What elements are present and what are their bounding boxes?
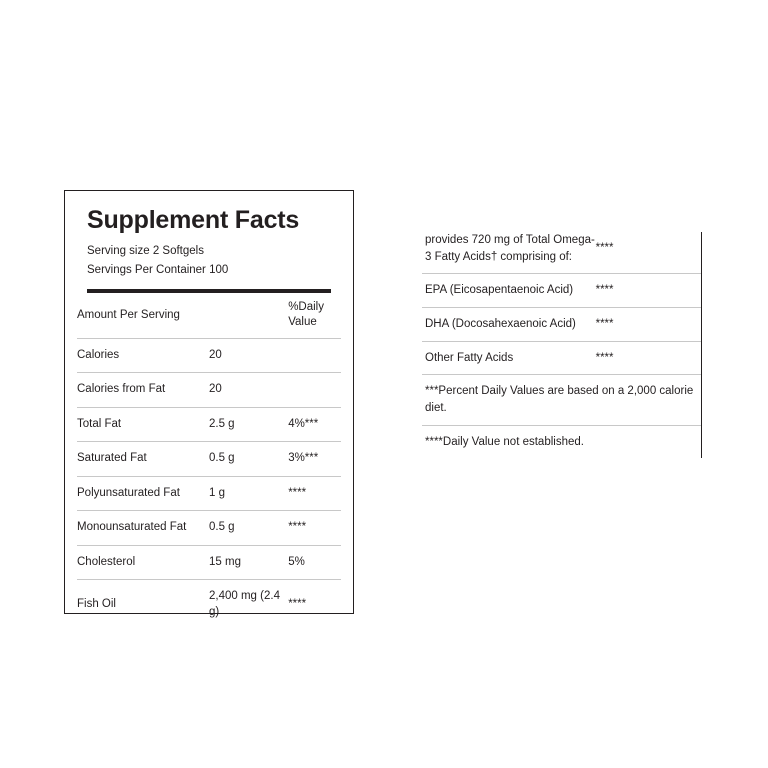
nutrient-amount: 2.5 g [209, 407, 288, 442]
nutrient-name: Cholesterol [77, 545, 209, 580]
nutrient-dv [288, 373, 341, 408]
nutrient-amount: 1 g [209, 476, 288, 511]
table-row [422, 308, 702, 342]
footnote-daily-value-not-established: ****Daily Value not established. [425, 435, 584, 448]
nutrition-table [77, 293, 341, 630]
table-row [422, 341, 702, 375]
nutrient-name: Other Fatty Acids [422, 341, 596, 375]
nutrient-dv: 4%*** [288, 407, 341, 442]
nutrient-amount: 20 [209, 338, 288, 373]
header-spacer [209, 293, 288, 339]
table-row [77, 545, 341, 580]
nutrient-amount: 0.5 g [209, 511, 288, 546]
nutrient-amount: 15 mg [209, 545, 288, 580]
nutrient-dv: **** [596, 308, 702, 342]
nutrient-name: Calories from Fat [77, 373, 209, 408]
vertical-divider [701, 232, 702, 458]
table-row [77, 338, 341, 373]
nutrient-dv: 3%*** [288, 442, 341, 477]
header-daily-value: %Daily Value [288, 293, 341, 339]
table-row [422, 274, 702, 308]
nutrient-amount: 0.5 g [209, 442, 288, 477]
nutrient-dv: **** [288, 511, 341, 546]
nutrient-dv: **** [288, 598, 307, 611]
nutrient-name: Saturated Fat [77, 442, 209, 477]
table-row [77, 580, 341, 630]
nutrient-dv: **** [288, 476, 341, 511]
page-title: Supplement Facts [87, 206, 300, 234]
nutrient-amount: 20 [209, 373, 288, 408]
table-row [77, 407, 341, 442]
nutrient-dv: **** [596, 341, 702, 375]
footnote-percent-daily-values: ***Percent Daily Values are based on a 2,000 calorie diet. [422, 375, 702, 425]
header-amount-per-serving: Amount Per Serving [77, 293, 209, 339]
table-header-row [77, 293, 341, 339]
table-row [77, 442, 341, 477]
nutrient-name: Fish Oil [77, 598, 116, 611]
table-row [77, 373, 341, 408]
nutrient-name: Total Fat [77, 407, 209, 442]
nutrient-name: Calories [77, 338, 209, 373]
servings-per-container: Servings Per Container 100 [87, 264, 229, 277]
supplement-facts-panel [64, 190, 354, 618]
nutrient-name: Polyunsaturated Fat [77, 476, 209, 511]
table-row [77, 511, 341, 546]
nutrient-dv: **** [596, 274, 702, 308]
table-row [77, 476, 341, 511]
nutrient-name: EPA (Eicosapentaenoic Acid) [422, 274, 596, 308]
omega-table [422, 232, 702, 375]
serving-size: Serving size 2 Softgels [87, 244, 204, 257]
table-row [422, 232, 702, 274]
nutrient-dv: **** [596, 232, 702, 274]
nutrient-dv: 5% [288, 545, 341, 580]
supplement-facts-continued [422, 232, 702, 458]
nutrient-name: Monounsaturated Fat [77, 511, 209, 546]
nutrient-dv [288, 338, 341, 373]
nutrient-name: provides 720 mg of Total Omega-3 Fatty Acids† comprising of: [422, 232, 596, 274]
nutrient-amount: 2,400 mg (2.4 g) [209, 590, 280, 618]
supplement-facts-inner [65, 191, 353, 630]
nutrient-name: DHA (Docosahexaenoic Acid) [422, 308, 596, 342]
